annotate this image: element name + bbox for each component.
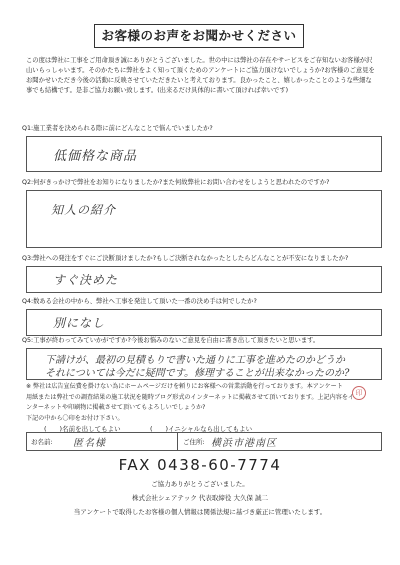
privacy-notice: 当アンケートで取得したお客様の個人情報は関係法規に基づき厳正に管理いたします。 [73, 508, 327, 516]
address-value: 横浜市港南区 [211, 438, 277, 449]
question-5-label: Q5:工事が終わってみていかがですか?今後お悩みのないご意見を自由に書き出して頂きたいと思います。 [22, 337, 320, 344]
divider [177, 433, 178, 450]
question-2-label: Q2:何がきっかけで弊社をお知りになりましたか?また何故弊社にお問い合わせをしようと思われたのですか? [22, 179, 330, 186]
name-value: 匿名様 [73, 438, 106, 449]
option-name-ok[interactable]: ( )名前を出してもよい [44, 425, 121, 433]
address-label: ご住所: [183, 438, 205, 446]
note-line: 用紙または弊社での調査結果の施工状況を随時ブログ形式のインターネットに掲載させて頂いております。上記内容をイ [26, 393, 355, 401]
note-line: ※ 弊社は広告宣伝費を掛けない為にホームページだけを頼りにお客様への営業活動を行っております。本アンケート [26, 383, 343, 390]
question-1-label: Q1:施工業者を決められる際に前にどんなことで悩んでいましたか? [22, 125, 213, 132]
question-3-label: Q3:弊社への発注をすぐにご決断頂けましたか?もしご決断されなかったとしたらどんなことが不安になりましたか? [22, 255, 349, 262]
customer-info-box [26, 432, 382, 451]
intro-text: この度は弊社に工事をご用命頂き誠にありがとうございました。世の中には弊社の存在やサービスをご存知ないお客様が沢山いらっしゃいます。そのかたちに弊社をよく知って頂くためのアンケートにご協力頂けないでしょうか?お客様のご意見をお聞かせいただき今後の活動に反映させていただきたいと考えております。良かったこと、嬉しかったことのような些細な事でも結構です。是非ご協力お願い致します。(出来るだけ具体的に書いて頂ければ幸いです) [26, 57, 375, 94]
question-4-answer-box[interactable] [26, 309, 382, 336]
question-5-answer-box[interactable] [26, 348, 382, 380]
page-title: お客様のお声をお聞かせください [94, 24, 304, 48]
question-2-answer: 知人の紹介 [51, 203, 117, 217]
option-initial-ok[interactable]: ( )イニシャルなら出してもよい [150, 425, 253, 433]
thanks-text: ご協力ありがとうございました。 [151, 480, 249, 488]
note-line: 下記の中から〇印をお付け下さい。 [26, 414, 124, 422]
question-1-answer-box[interactable] [26, 136, 382, 172]
note-line: ンターネットや印刷物に掲載させて頂いてもよろしいでしょうか? [26, 404, 206, 411]
question-1-answer: 低価格な商品 [53, 149, 138, 164]
question-3-answer-box[interactable] [26, 266, 382, 293]
fax-number: FAX 0438-60-7774 [118, 456, 282, 474]
question-4-label: Q4:数ある会社の中から、弊社へ工事を発注して頂いた一番の決め手は何でしたか? [22, 298, 257, 305]
seal-stamp: 印 [352, 386, 366, 400]
notes-block [26, 382, 386, 424]
question-5-answer-line-1: 下請けが、最初の見積もりで書いた通りに工事を進めたのかどうか [45, 355, 345, 366]
question-5-answer-line-2: それについては今だに疑問です。修理することが出来なかったのか? [45, 368, 350, 379]
question-2-answer-box[interactable] [26, 190, 382, 248]
question-4-answer: 別になし [53, 316, 106, 330]
question-3-answer: すぐ決めた [53, 273, 119, 287]
name-label: お名前: [31, 438, 53, 446]
company-name: 株式会社シェアテック 代表取締役 大久保 誠二 [131, 494, 269, 502]
